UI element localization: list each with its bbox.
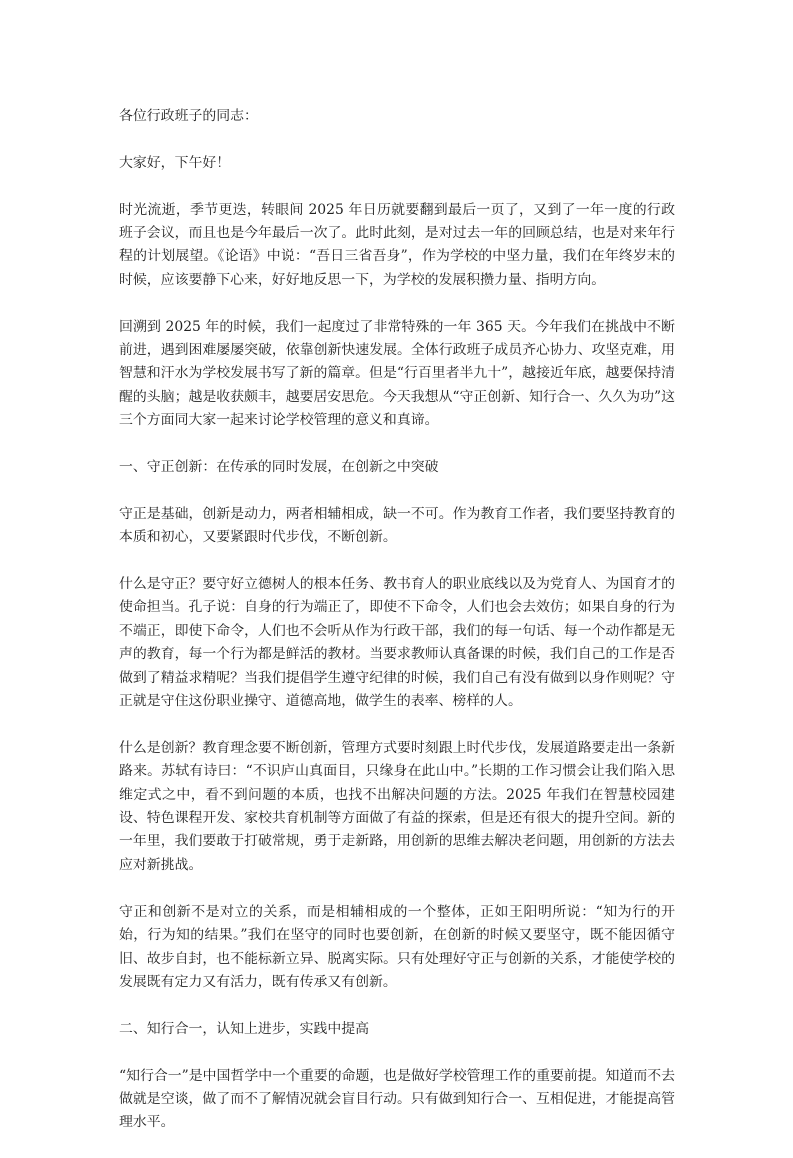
section-1-paragraph-2: 什么是守正？要守好立德树人的根本任务、教书育人的职业底线以及为党育人、为国育才的使命担当。孔子说：自身的行为端正了，即使不下命令，人们也会去效仿；如果自身的行为不端正，即使下命令，人们也不会听从作为行政干部，我们的每一句话、每一个动作都是无声的教育，每一个行为都是鲜活的教材。当要求教师认真备课的时候，我们自己的工作是否做到了精益求精呢？当我们提倡学生遵守纪律的时候，我们自己有没有做到以身作则呢？守正就是守住这份职业操守、道德高地，做学生的表率、榜样的人。 [119, 576, 675, 710]
intro-paragraph-1: 时光流逝，季节更迭，转眼间 2025 年日历就要翻到最后一页了，又到了一年一度的行政班子会议，而且也是今年最后一次了。此时此刻，是对过去一年的回顾总结，也是对来年行程的计划展望。《论语》中说：“吾日三省吾身”，作为学校的中坚力量，我们在年终岁末的时候，应该要静下心来，好好地反思一下，为学校的发展积攒力量、指明方向。 [119, 201, 675, 288]
section-1-heading: 一、守正创新：在传承的同时发展，在创新之中突破 [119, 459, 439, 476]
section-1-paragraph-3: 什么是创新？教育理念要不断创新，管理方式要时刻跟上时代步伐，发展道路要走出一条新路来。苏轼有诗曰：“不识庐山真面目，只缘身在此山中。”长期的工作习惯会让我们陷入思维定式之中，看不到问题的本质，也找不出解决问题的方法。2025 年我们在智慧校园建设、特色课程开发、家校共育机制等方面做了有益的探索，但是还有很大的提升空间。新的一年里，我们要敢于打破常规，勇于走新路，用创新的思维去解决老问题，用创新的方法去应对新挑战。 [119, 739, 675, 873]
section-1-paragraph-1: 守正是基础，创新是动力，两者相辅相成，缺一不可。作为教育工作者，我们要坚持教育的本质和初心，又要紧跟时代步伐，不断创新。 [119, 505, 675, 546]
greeting: 大家好，下午好！ [119, 154, 231, 171]
intro-paragraph-2: 回溯到 2025 年的时候，我们一起度过了非常特殊的一年 365 天。今年我们在挑战中不断前进，遇到困难屡屡突破，依靠创新快速发展。全体行政班子成员齐心协力、攻坚克难，用智慧和汗水为学校发展书写了新的篇章。但是“行百里者半九十”，越接近年底，越要保持清醒的头脑；越是收获颇丰，越要居安思危。今天我想从“守正创新、知行合一、久久为功”这三个方面同大家一起来讨论学校管理的意义和真谛。 [119, 318, 675, 429]
salutation: 各位行政班子的同志： [119, 108, 258, 124]
section-2-heading: 二、知行合一，认知上进步，实践中提高 [119, 1020, 370, 1037]
section-2-paragraph-1: “知行合一”是中国哲学中一个重要的命题，也是做好学校管理工作的重要前提。知道而不去做就是空谈，做了而不了解情况就会盲目行动。只有做到知行合一、互相促进，才能提高管理水平。 [119, 1067, 675, 1131]
document-page [119, 105, 675, 1158]
section-1-paragraph-4: 守正和创新不是对立的关系，而是相辅相成的一个整体，正如王阳明所说：“知为行的开始，行为知的结果。”我们在坚守的同时也要创新，在创新的时候又要坚守，既不能因循守旧、故步自封，也不能标新立异、脱离实际。只有处理好守正与创新的关系，才能使学校的发展既有定力又有活力，既有传承又有创新。 [119, 903, 675, 990]
